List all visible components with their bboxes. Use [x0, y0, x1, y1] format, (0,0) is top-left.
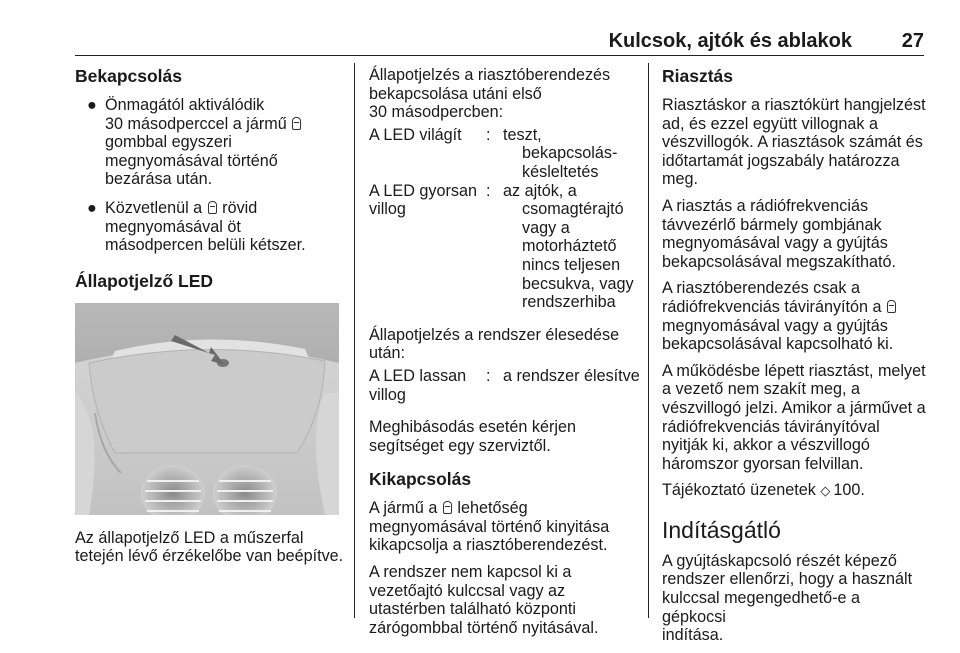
column-divider-1 — [354, 63, 355, 618]
heading-riasztas: Riasztás — [662, 66, 734, 86]
photo-caption: Az állapotjelző LED a műszerfal tetején lévő érzékelőbe van beépítve. — [75, 528, 344, 566]
bullet-item-2: ● Közvetlenül a rövid megnyomásával öt másodpercen belüli kétszer. — [87, 198, 306, 255]
heading-kikapcsolas: Kikapcsolás — [369, 469, 472, 490]
lock-icon — [208, 201, 217, 214]
bullet-item-1: ● Önmagától aktiválódik 30 másodperccel a jármű gombbal egyszeri megnyomásával történő bezárása után. — [75, 96, 347, 189]
status-row-led-on: A LED világít : teszt, bekapcsolás- késleltetés — [369, 125, 618, 181]
immobilizer-paragraph: A gyújtáskapcsoló részét képező rendszer ellenőrzi, hogy a használt kulccsal megengedhető-e a gépkocsi indítása. — [662, 551, 913, 645]
status-intro: Állapotjelzés a riasztóberendezés bekapcsolása utáni első 30 másodpercben: — [369, 66, 611, 122]
disarm-paragraph-1: A jármű a lehetőség megnyomásával történő kinyitása kikapcsolja a riasztóberendezést. — [369, 499, 610, 555]
header-title: Kulcsok, ajtók és ablakok — [608, 30, 852, 52]
column-1 — [75, 66, 347, 574]
dashboard-illustration — [75, 303, 339, 515]
column-divider-2 — [648, 63, 649, 618]
bullet-mark: ● — [87, 96, 97, 114]
alarm-paragraph-1: Riasztáskor a riasztókürt hangjelzést ad, és ezzel együtt villognak a vészvillogók. A riasztások számát és időtartamát jogszabály határozza meg. — [662, 96, 926, 189]
page-reference-icon: ◇ — [820, 483, 831, 499]
page-number: 27 — [901, 30, 924, 52]
header-rule — [75, 55, 924, 56]
column-2 — [369, 66, 641, 645]
status-row-led-fast: A LED gyorsan villog : az ajtók, a csomagtérajtó vagy a motorháztető nincs teljesen becsukva, vagy rendszerhiba — [369, 181, 634, 312]
lock-icon — [292, 117, 301, 130]
heading-bekapcsolas: Bekapcsolás — [75, 66, 183, 86]
page-header — [0, 0, 960, 60]
unlock-icon — [443, 501, 452, 514]
bullet-mark: ● — [87, 198, 97, 217]
column-3 — [662, 66, 928, 653]
heading-allapotjelzo-led: Állapotjelző LED — [75, 270, 214, 291]
fault-note: Meghibásodás esetén kérjen segítséget egy szerviztől. — [369, 418, 576, 455]
alarm-paragraph-2: A riasztás a rádiófrekvenciás távvezérlő bármely gombjának megnyomásával vagy a gyújtás bekapcsolásával megszakítható. — [662, 196, 896, 271]
dashboard-led-photo — [75, 303, 339, 515]
info-messages-reference: Tájékoztató üzenetek ◇ 100. — [662, 481, 865, 500]
alarm-paragraph-4: A működésbe lépett riasztást, melyet a vezető nem szakít meg, a vészvillogó jelzi. Amikor a járművet a rádiófrekvenciás távirányítóval nyitják ki, akkor a vészvillogó háromszor gyorsan felvillan. — [662, 361, 926, 473]
alarm-paragraph-3: A riasztóberendezés csak a rádiófrekvenciás távirányítón a megnyomásával vagy a gyújtás bekapcsolásával kapcsolható ki. — [662, 279, 928, 353]
status-row-led-slow: A LED lassan villog : a rendszer élesítve — [369, 366, 640, 404]
heading-inditasgatlo: Indításgátló — [662, 516, 781, 543]
disarm-paragraph-2: A rendszer nem kapcsol ki a vezetőajtó kulccsal vagy az utastérben található központi zárógombbal történő nyitásával. — [369, 563, 599, 637]
status-intro-2: Állapotjelzés a rendszer élesedése után: — [369, 325, 620, 363]
unlock-icon — [887, 300, 896, 313]
